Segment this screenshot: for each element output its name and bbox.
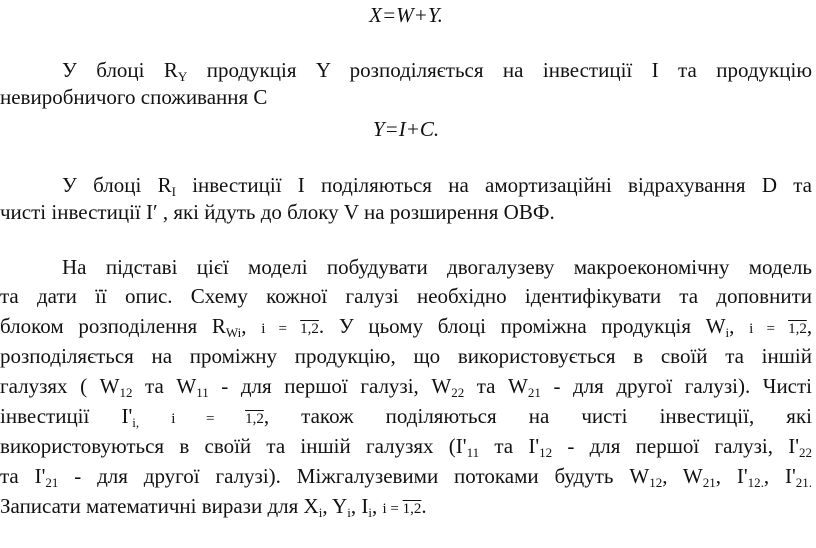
equation-x: X=W+Y. xyxy=(369,3,443,27)
index-range: i = 1,2 xyxy=(749,321,807,337)
paragraph-3-line-2: та дати її опис. Схему кожної галузі необхідно ідентифікувати та доповнити xyxy=(0,284,812,308)
paragraph-3-line-9: Записати математичні вирази для $X_i$, $Y_i$, $I_i$, i = 1,2. xyxy=(0,494,427,520)
index-range: i = 1,2 xyxy=(171,411,264,427)
index-range: i = 1,2 xyxy=(261,321,319,337)
paragraph-3-line-7: використовуються в своїй та іншій галузях ($I'_{11}$ та $I'_{12}$ - для першої галузі, $I'_{22}$ xyxy=(0,434,812,460)
paragraph-3-line-3: блоком розподілення $R_{Wi}$, i = 1,2. У цьому блоці проміжна продукція $W_i$, i = 1,2, xyxy=(0,314,813,340)
paragraph-2-line-2: чисті інвестиції I′ , які йдуть до блоку V на розширення ОВФ. xyxy=(0,200,555,224)
paragraph-3-line-5: галузях ( $W_{12}$ та $W_{11}$ - для першої галузі, $W_{22}$ та $W_{21}$ - для другої галузі). Чисті xyxy=(0,374,813,400)
paragraph-3-line-1: На підставі цієї моделі побудувати двогалузеву макроекономічну модель xyxy=(62,255,812,279)
paragraph-3-line-6: інвестиції $I'_{i,}$ i = 1,2, також поділяються на чисті інвестиції, які xyxy=(0,404,813,430)
paragraph-2-line-1: У блоці $R_I$ інвестиції I поділяються на амортизаційні відрахування D та xyxy=(62,173,812,199)
paragraph-3-line-4: розподіляється на проміжну продукцію, що використовується в своїй та іншій xyxy=(0,344,812,368)
index-range: i = 1,2 xyxy=(382,501,422,517)
equation-y: Y=I+C. xyxy=(372,117,440,141)
paragraph-3-line-8: та $I'_{21}$ - для другої галузі). Міжгалузевими потоками будуть $W_{12}$, $W_{21}$, $I'_{12.}$, $I'_{21.}$ xyxy=(0,464,813,490)
paragraph-1-line-2: невиробничого споживання C xyxy=(0,85,268,109)
paragraph-1-line-1: У блоці $R_Y$ продукція Y розподіляється на інвестиції I та продукцію xyxy=(62,58,813,84)
